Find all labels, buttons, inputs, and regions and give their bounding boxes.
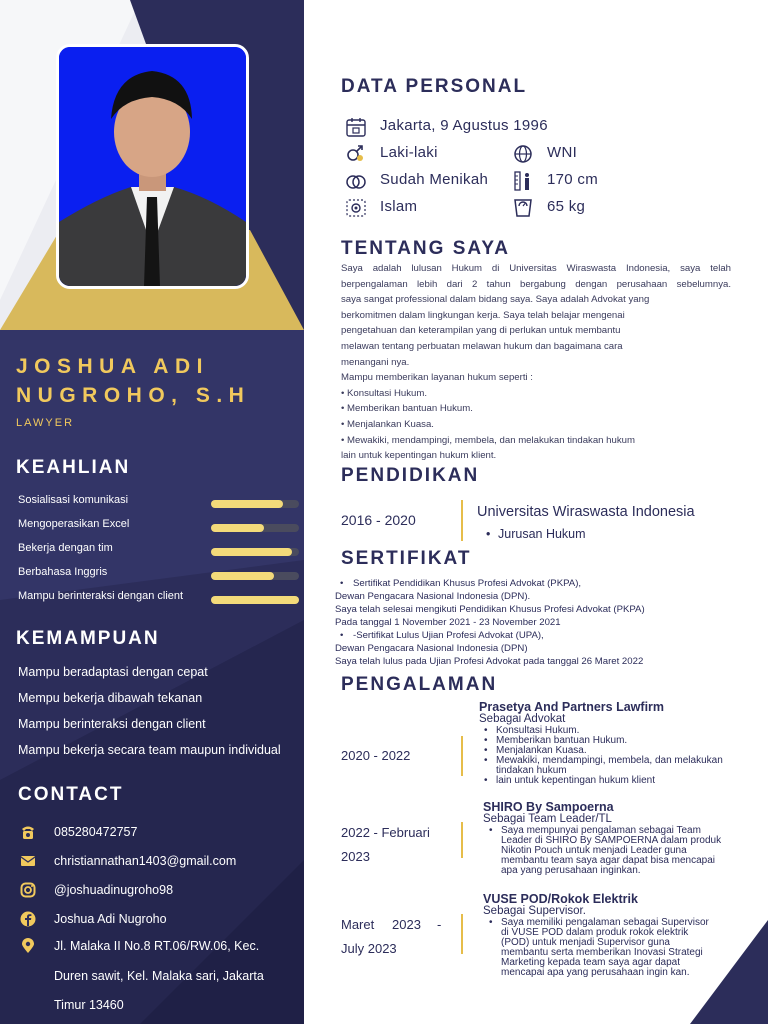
about-line: • Konsultasi Hukum. [341,387,428,399]
about-line: • Menjalankan Kuasa. [341,418,434,430]
duty-item: membantu team saya agar dapat bisa mencapai [501,855,716,866]
duty-item: (POD) untuk menjadi Supervisor guna [501,937,670,948]
skill-bar-fill [211,500,283,508]
facebook-name[interactable]: Joshua Adi Nugroho [54,912,167,926]
duty-item: • Saya mempunyai pengalaman sebagai Team [487,826,757,836]
ability-item: Mampu beradaptasi dengan cepat [18,665,208,679]
duty-item: • Saya memiliki pengalaman sebagai Supervisor [487,918,757,928]
about-line: berkomitmen dalam lingkungan kerja. Saya telah belajar mengenai [341,309,625,321]
rings-icon [345,171,367,191]
skill-label: Mampu berinteraksi dengan client [18,590,184,602]
full-name: JOSHUA ADI NUGROHO, S.H [16,355,251,407]
timeline-divider [461,914,463,954]
job-company: VUSE POD/Rokok Elektrik [483,892,638,906]
contact-address [20,937,300,957]
cert-line: Dewan Pengacara Nasional Indonesia (DPN) [335,643,528,654]
skill-row [18,566,302,582]
skill-row [18,494,302,510]
ability-item: Mampu berinteraksi dengan client [18,717,206,731]
about-line: melawan tentang perbuatan melawan hukum dan bagaimana cara [341,340,623,352]
birthday-calendar-icon [345,117,367,137]
contact-email [20,852,300,872]
ability-item: Mempu bekerja dibawah tekanan [18,691,203,705]
phone-icon [20,824,36,840]
about-line: menangani nya. [341,356,410,368]
address-line: Jl. Malaka II No.8 RT.06/RW.06, Kec. [54,939,260,953]
gender-icon [345,144,367,164]
skills-heading: KEAHLIAN [16,457,131,478]
duty-item: • Konsultasi Hukum. [482,726,762,736]
job-duties [482,726,762,786]
job-period-line: 2022 - Februari [341,825,430,840]
cert-line: Dewan Pengacara Nasional Indonesia (DPN). [335,591,531,602]
about-line: berpengalaman lebih dari 2 tahun bergabung dengan perusahaan sebelumnya. [341,278,731,290]
period-dash: - [437,917,442,932]
instagram-icon [20,882,36,898]
skill-bar-fill [211,524,264,532]
about-line: Mampu memberikan layanan hukum seperti : [341,372,533,384]
duty-item: tindakan hukum [496,765,567,776]
personal-heading: DATA PERSONAL [341,76,528,97]
contact-facebook [20,910,300,930]
abilities-heading: KEMAMPUAN [16,628,160,649]
skill-bar-fill [211,548,292,556]
education-school: Universitas Wiraswasta Indonesia [477,504,695,520]
instagram-handle[interactable]: @joshuadinugroho98 [54,883,174,897]
cert-line: Pada tanggal 1 November 2021 - 23 November 2021 [335,617,561,628]
job-period-line [341,913,445,937]
about-text [341,261,731,464]
job-position: Sebagai Advokat [479,713,566,725]
skill-label: Berbahasa Inggris [18,566,108,578]
job-period [341,913,445,961]
email-address[interactable]: christiannathan1403@gmail.com [54,854,237,868]
nationality-text: WNI [547,144,578,161]
marital-text: Sudah Menikah [380,171,489,188]
left-sidebar [0,0,304,1024]
skill-bar [211,548,299,556]
about-heading: TENTANG SAYA [341,238,510,259]
duty-item: Marketing kepada team saya agar dapat [501,957,680,968]
job-position: Sebagai Supervisor. [483,905,586,917]
skill-bar-fill [211,572,274,580]
certificates-heading: SERTIFIKAT [341,548,472,569]
certificates-text [335,577,755,668]
skill-row [18,542,302,558]
globe-icon [512,144,534,164]
facebook-icon [20,911,36,927]
height-text: 170 cm [547,171,598,188]
profile-photo [56,44,249,289]
weight-text: 65 kg [547,198,586,215]
job-title: LAWYER [16,417,75,429]
about-line: • Memberikan bantuan Hukum. [341,403,473,415]
ability-item: Mampu bekerja secara team maupun individual [18,743,281,757]
duty-item: mencapai apa yang perusahaan ingin kan. [501,967,690,978]
skill-bar [211,524,299,532]
education-period: 2016 - 2020 [341,512,416,528]
skill-bar [211,596,299,604]
cert-line: Saya telah lulus pada Ujian Profesi Advokat pada tanggal 26 Maret 2022 [335,656,644,667]
job-period: 2020 - 2022 [341,748,411,763]
religion-text: Islam [380,198,418,215]
address-line: Duren sawit, Kel. Malaka sari, Jakarta [54,969,264,983]
scale-icon [512,198,534,218]
duty-item: • lain untuk kepentingan hukum klient [482,776,762,786]
skill-row [18,590,302,606]
timeline-divider [461,500,463,541]
skill-bar [211,572,299,580]
about-line: lain untuk kepentingan hukum klient. [341,450,497,462]
job-company: Prasetya And Partners Lawfirm [479,700,665,714]
cert-line: • -Sertifikat Lulus Ujian Profesi Advokat (UPA), [340,630,544,641]
timeline-divider [461,736,463,776]
birth-text: Jakarta, 9 Agustus 1996 [380,117,548,134]
address-line: Timur 13460 [54,998,124,1012]
about-line: Saya adalah lulusan Hukum di Universitas Wiraswasta Indonesia, saya telah [341,263,731,274]
phone-number[interactable]: 085280472757 [54,825,138,839]
skill-row [18,518,302,534]
education-major: • Jurusan Hukum [498,527,586,541]
job-position: Sebagai Team Leader/TL [483,813,612,825]
skill-label: Sosialisasi komunikasi [18,494,129,506]
duty-item: di VUSE POD dalam produk rokok elektrik [501,927,689,938]
duty-item: • Memberikan bantuan Hukum. [482,736,762,746]
contact-instagram [20,881,300,901]
job-company: SHIRO By Sampoerna [483,800,614,814]
mail-icon [20,853,36,869]
location-pin-icon [20,938,36,954]
education-heading: PENDIDIKAN [341,465,480,486]
about-line: • Mewakiki, mendampingi, membela, dan melakukan tindakan hukum [341,434,635,446]
duty-item: Leader di SHIRO By SAMPOERNA dalam produk [501,835,722,846]
skill-label: Bekerja dengan tim [18,542,113,554]
duty-item: • Menjalankan Kuasa. [482,746,762,756]
contact-phone [20,823,300,843]
cert-line: • Sertifikat Pendidikan Khusus Profesi Advokat (PKPA), [340,578,582,589]
contact-heading: CONTACT [18,784,124,805]
period-year: 2023 [392,917,421,932]
duty-item: Nikotin Pouch untuk menjadi Leader guna [501,845,687,856]
skill-bar [211,500,299,508]
duty-item: • Mewakiki, mendampingi, membela, dan melakukan [482,756,762,766]
job-period-line: July 2023 [341,941,397,956]
job-period [341,821,430,869]
about-line: pengetahuan dan keterampilan yang di perlukan untuk membantu [341,325,621,337]
experience-heading: PENGALAMAN [341,674,498,695]
job-duties [487,826,757,876]
cert-line: Saya telah selesai mengikuti Pendidikan Khusus Profesi Advokat (PKPA) [335,604,645,615]
skill-bar-fill [211,596,299,604]
skill-label: Mengoperasikan Excel [18,518,130,530]
gender-text: Laki-laki [380,144,438,161]
job-period-line: 2023 [341,849,370,864]
height-icon [512,171,534,191]
corner-decoration [690,920,768,1024]
duty-item: membantu serta memberikan Inovasi Strategi [501,947,703,958]
duty-item: apa yang perusahaan inginkan. [501,865,641,876]
period-month: Maret [341,917,375,932]
about-line: saya sangat professional dalam bidang saya. Saya adalah Advokat yang [341,294,650,306]
religion-icon [345,198,367,218]
timeline-divider [461,822,463,858]
